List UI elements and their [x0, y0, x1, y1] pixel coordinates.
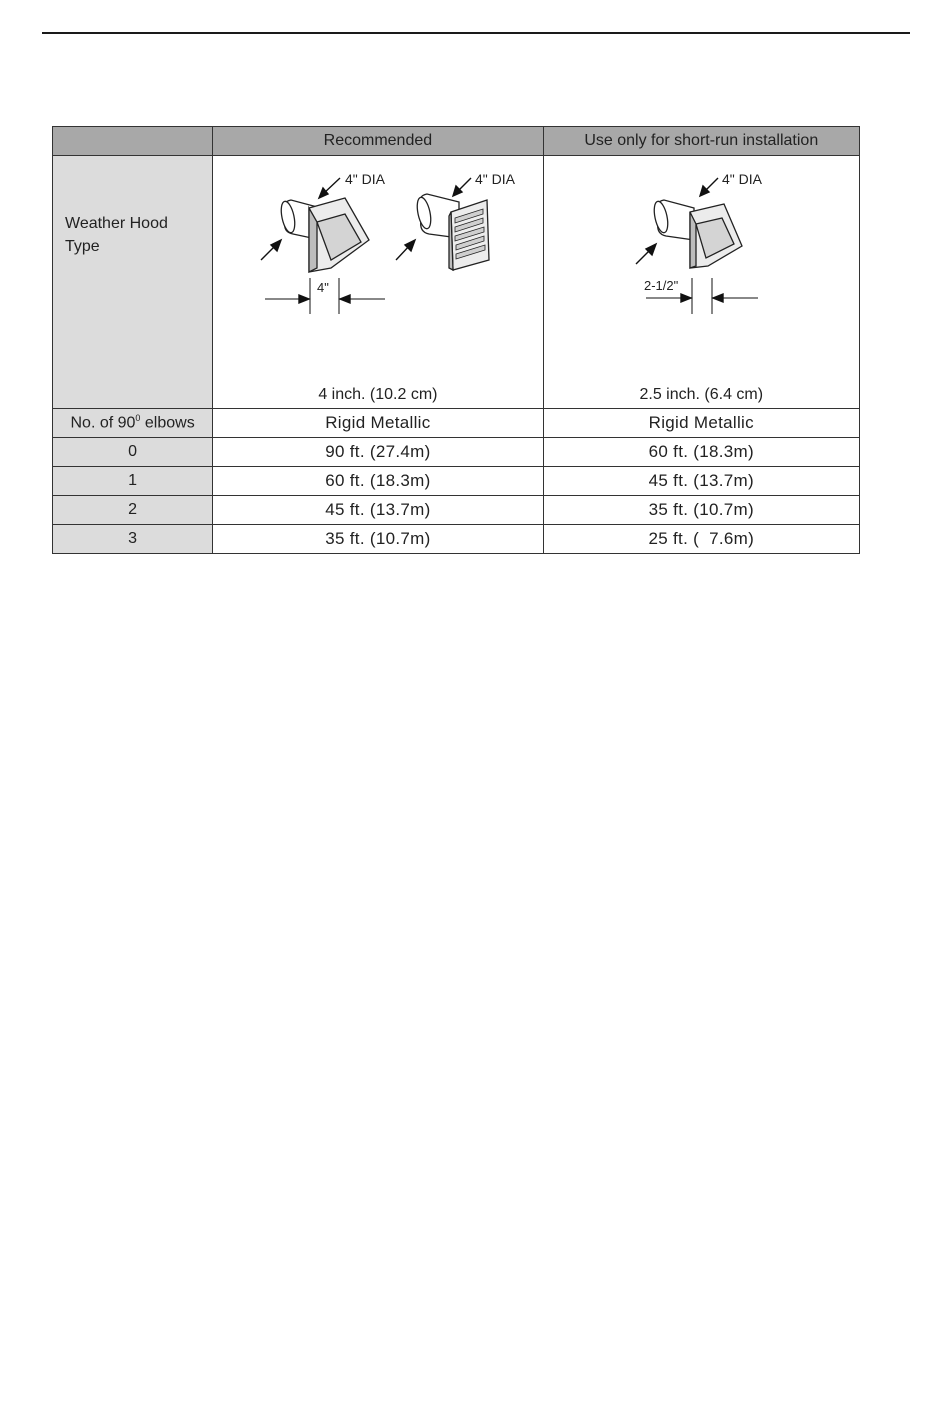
elbows-header-row	[53, 409, 860, 438]
table-row	[53, 467, 860, 496]
elbow-count: 2	[53, 496, 213, 525]
table-row	[53, 496, 860, 525]
elbow-count: 1	[53, 467, 213, 496]
header-short-run: Use only for short-run installation	[543, 127, 859, 156]
short-run-hood-illustration	[544, 156, 860, 352]
elbows-label-prefix: No. of 90	[70, 414, 136, 432]
short-run-length: 35 ft. (10.7m)	[543, 496, 859, 525]
header-corner	[53, 127, 213, 156]
recommended-gap-label: 4"	[317, 280, 330, 295]
recommended-dia-label-2: 4" DIA	[475, 171, 516, 187]
short-run-gap-label: 2-1/2"	[643, 278, 678, 293]
short-run-length: 45 ft. (13.7m)	[543, 467, 859, 496]
weather-hood-label-line1: Weather Hood	[65, 215, 168, 232]
recommended-length: 35 ft. (10.7m)	[213, 525, 543, 554]
header-recommended: Recommended	[213, 127, 543, 156]
elbows-label-degree: 0	[135, 413, 141, 424]
short-run-caption: 2.5 inch. (6.4 cm)	[639, 386, 764, 403]
table-row	[53, 438, 860, 467]
recommended-length: 45 ft. (13.7m)	[213, 496, 543, 525]
recommended-caption: 4 inch. (10.2 cm)	[318, 386, 438, 403]
material-short-run: Rigid Metallic	[543, 409, 859, 438]
recommended-hood-illustration	[213, 156, 543, 352]
weather-hood-label	[53, 156, 213, 409]
recommended-length: 90 ft. (27.4m)	[213, 438, 543, 467]
top-rule	[42, 32, 910, 34]
elbow-count: 0	[53, 438, 213, 467]
short-run-dia-label: 4" DIA	[721, 171, 762, 187]
table-row	[53, 525, 860, 554]
short-run-length: 25 ft. ( 7.6m)	[543, 525, 859, 554]
recommended-hood-figure	[213, 156, 543, 409]
short-run-length: 60 ft. (18.3m)	[543, 438, 859, 467]
elbows-label-suffix: elbows	[140, 414, 195, 432]
elbows-label	[53, 409, 213, 438]
short-run-hood-figure	[543, 156, 859, 409]
material-recommended: Rigid Metallic	[213, 409, 543, 438]
elbow-count: 3	[53, 525, 213, 554]
weather-hood-row	[53, 156, 860, 409]
recommended-dia-label-1: 4" DIA	[345, 171, 386, 187]
recommended-length: 60 ft. (18.3m)	[213, 467, 543, 496]
weather-hood-label-line2: Type	[65, 238, 100, 255]
table-header-row	[53, 127, 860, 156]
vent-length-table	[52, 126, 860, 554]
